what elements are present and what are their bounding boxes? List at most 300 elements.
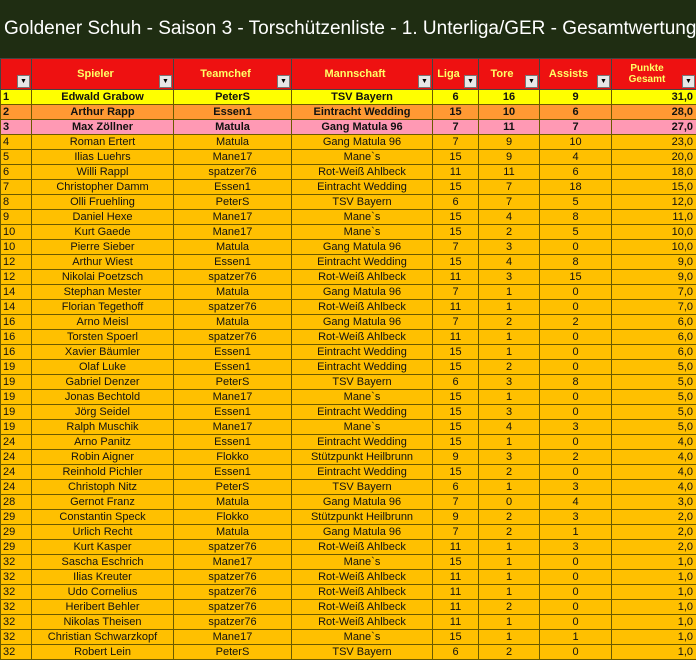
cell-assists[interactable]: 8 bbox=[540, 375, 612, 390]
cell-mannschaft[interactable]: Gang Matula 96 bbox=[292, 495, 433, 510]
cell-liga[interactable]: 7 bbox=[433, 285, 479, 300]
cell-rank[interactable]: 19 bbox=[1, 360, 32, 375]
cell-liga[interactable]: 11 bbox=[433, 330, 479, 345]
cell-rank[interactable]: 12 bbox=[1, 255, 32, 270]
cell-liga[interactable]: 6 bbox=[433, 645, 479, 660]
cell-teamchef[interactable]: Mane17 bbox=[174, 630, 292, 645]
cell-tore[interactable]: 1 bbox=[479, 630, 540, 645]
cell-spieler[interactable]: Robert Lein bbox=[32, 645, 174, 660]
cell-punkte[interactable]: 4,0 bbox=[612, 450, 696, 465]
cell-punkte[interactable]: 4,0 bbox=[612, 435, 696, 450]
cell-teamchef[interactable]: spatzer76 bbox=[174, 165, 292, 180]
cell-teamchef[interactable]: spatzer76 bbox=[174, 570, 292, 585]
cell-teamchef[interactable]: spatzer76 bbox=[174, 585, 292, 600]
cell-tore[interactable]: 4 bbox=[479, 420, 540, 435]
cell-assists[interactable]: 6 bbox=[540, 165, 612, 180]
cell-teamchef[interactable]: Matula bbox=[174, 525, 292, 540]
cell-punkte[interactable]: 6,0 bbox=[612, 315, 696, 330]
cell-teamchef[interactable]: Matula bbox=[174, 120, 292, 135]
cell-tore[interactable]: 0 bbox=[479, 495, 540, 510]
cell-mannschaft[interactable]: Rot-Weiß Ahlbeck bbox=[292, 585, 433, 600]
cell-liga[interactable]: 15 bbox=[433, 360, 479, 375]
cell-liga[interactable]: 6 bbox=[433, 195, 479, 210]
cell-mannschaft[interactable]: Mane`s bbox=[292, 420, 433, 435]
cell-assists[interactable]: 0 bbox=[540, 435, 612, 450]
cell-teamchef[interactable]: PeterS bbox=[174, 375, 292, 390]
cell-rank[interactable]: 32 bbox=[1, 645, 32, 660]
cell-teamchef[interactable]: spatzer76 bbox=[174, 270, 292, 285]
cell-spieler[interactable]: Christopher Damm bbox=[32, 180, 174, 195]
cell-spieler[interactable]: Gabriel Denzer bbox=[32, 375, 174, 390]
cell-punkte[interactable]: 7,0 bbox=[612, 300, 696, 315]
cell-mannschaft[interactable]: Mane`s bbox=[292, 150, 433, 165]
filter-dropdown-icon[interactable]: ▼ bbox=[418, 75, 431, 88]
cell-rank[interactable]: 24 bbox=[1, 450, 32, 465]
cell-liga[interactable]: 9 bbox=[433, 450, 479, 465]
cell-teamchef[interactable]: Flokko bbox=[174, 510, 292, 525]
cell-punkte[interactable]: 9,0 bbox=[612, 255, 696, 270]
filter-dropdown-icon[interactable]: ▼ bbox=[682, 75, 695, 88]
cell-mannschaft[interactable]: Eintracht Wedding bbox=[292, 465, 433, 480]
cell-mannschaft[interactable]: Eintracht Wedding bbox=[292, 435, 433, 450]
cell-liga[interactable]: 7 bbox=[433, 240, 479, 255]
cell-teamchef[interactable]: Essen1 bbox=[174, 255, 292, 270]
cell-tore[interactable]: 1 bbox=[479, 555, 540, 570]
cell-mannschaft[interactable]: Gang Matula 96 bbox=[292, 120, 433, 135]
cell-tore[interactable]: 3 bbox=[479, 450, 540, 465]
cell-liga[interactable]: 11 bbox=[433, 270, 479, 285]
cell-tore[interactable]: 2 bbox=[479, 225, 540, 240]
cell-rank[interactable]: 3 bbox=[1, 120, 32, 135]
cell-spieler[interactable]: Robin Aigner bbox=[32, 450, 174, 465]
cell-mannschaft[interactable]: Gang Matula 96 bbox=[292, 525, 433, 540]
cell-tore[interactable]: 1 bbox=[479, 585, 540, 600]
cell-teamchef[interactable]: Essen1 bbox=[174, 345, 292, 360]
cell-teamchef[interactable]: Flokko bbox=[174, 450, 292, 465]
cell-tore[interactable]: 3 bbox=[479, 375, 540, 390]
filter-dropdown-icon[interactable]: ▼ bbox=[525, 75, 538, 88]
cell-mannschaft[interactable]: TSV Bayern bbox=[292, 90, 433, 105]
cell-teamchef[interactable]: spatzer76 bbox=[174, 330, 292, 345]
cell-liga[interactable]: 11 bbox=[433, 615, 479, 630]
cell-assists[interactable]: 0 bbox=[540, 285, 612, 300]
cell-liga[interactable]: 15 bbox=[433, 150, 479, 165]
filter-dropdown-icon[interactable]: ▼ bbox=[597, 75, 610, 88]
cell-assists[interactable]: 3 bbox=[540, 510, 612, 525]
cell-liga[interactable]: 6 bbox=[433, 375, 479, 390]
cell-mannschaft[interactable]: Mane`s bbox=[292, 390, 433, 405]
cell-punkte[interactable]: 1,0 bbox=[612, 645, 696, 660]
cell-liga[interactable]: 7 bbox=[433, 135, 479, 150]
cell-spieler[interactable]: Olaf Luke bbox=[32, 360, 174, 375]
cell-punkte[interactable]: 27,0 bbox=[612, 120, 696, 135]
cell-punkte[interactable]: 20,0 bbox=[612, 150, 696, 165]
cell-spieler[interactable]: Jonas Bechtold bbox=[32, 390, 174, 405]
cell-rank[interactable]: 32 bbox=[1, 630, 32, 645]
cell-spieler[interactable]: Arno Meisl bbox=[32, 315, 174, 330]
cell-punkte[interactable]: 10,0 bbox=[612, 240, 696, 255]
cell-assists[interactable]: 0 bbox=[540, 555, 612, 570]
cell-assists[interactable]: 0 bbox=[540, 300, 612, 315]
cell-spieler[interactable]: Arthur Rapp bbox=[32, 105, 174, 120]
cell-assists[interactable]: 0 bbox=[540, 390, 612, 405]
cell-assists[interactable]: 0 bbox=[540, 570, 612, 585]
cell-mannschaft[interactable]: Rot-Weiß Ahlbeck bbox=[292, 540, 433, 555]
cell-punkte[interactable]: 1,0 bbox=[612, 615, 696, 630]
cell-punkte[interactable]: 31,0 bbox=[612, 90, 696, 105]
cell-assists[interactable]: 10 bbox=[540, 135, 612, 150]
cell-mannschaft[interactable]: Rot-Weiß Ahlbeck bbox=[292, 570, 433, 585]
cell-tore[interactable]: 2 bbox=[479, 525, 540, 540]
cell-assists[interactable]: 7 bbox=[540, 120, 612, 135]
cell-spieler[interactable]: Torsten Spoerl bbox=[32, 330, 174, 345]
cell-liga[interactable]: 15 bbox=[433, 630, 479, 645]
cell-rank[interactable]: 24 bbox=[1, 465, 32, 480]
cell-tore[interactable]: 1 bbox=[479, 615, 540, 630]
cell-spieler[interactable]: Heribert Behler bbox=[32, 600, 174, 615]
cell-punkte[interactable]: 6,0 bbox=[612, 330, 696, 345]
cell-mannschaft[interactable]: Eintracht Wedding bbox=[292, 180, 433, 195]
cell-tore[interactable]: 7 bbox=[479, 180, 540, 195]
cell-mannschaft[interactable]: Rot-Weiß Ahlbeck bbox=[292, 615, 433, 630]
cell-assists[interactable]: 0 bbox=[540, 615, 612, 630]
cell-tore[interactable]: 4 bbox=[479, 210, 540, 225]
cell-liga[interactable]: 11 bbox=[433, 570, 479, 585]
cell-assists[interactable]: 0 bbox=[540, 330, 612, 345]
cell-spieler[interactable]: Florian Tegethoff bbox=[32, 300, 174, 315]
cell-spieler[interactable]: Edwald Grabow bbox=[32, 90, 174, 105]
cell-rank[interactable]: 32 bbox=[1, 600, 32, 615]
cell-teamchef[interactable]: PeterS bbox=[174, 645, 292, 660]
cell-tore[interactable]: 16 bbox=[479, 90, 540, 105]
cell-mannschaft[interactable]: Gang Matula 96 bbox=[292, 240, 433, 255]
cell-teamchef[interactable]: spatzer76 bbox=[174, 300, 292, 315]
cell-rank[interactable]: 32 bbox=[1, 555, 32, 570]
cell-liga[interactable]: 15 bbox=[433, 225, 479, 240]
cell-liga[interactable]: 15 bbox=[433, 390, 479, 405]
cell-mannschaft[interactable]: Eintracht Wedding bbox=[292, 345, 433, 360]
cell-punkte[interactable]: 4,0 bbox=[612, 465, 696, 480]
cell-spieler[interactable]: Sascha Eschrich bbox=[32, 555, 174, 570]
cell-mannschaft[interactable]: Eintracht Wedding bbox=[292, 405, 433, 420]
cell-punkte[interactable]: 1,0 bbox=[612, 570, 696, 585]
cell-teamchef[interactable]: Matula bbox=[174, 135, 292, 150]
cell-rank[interactable]: 16 bbox=[1, 330, 32, 345]
cell-assists[interactable]: 4 bbox=[540, 495, 612, 510]
cell-mannschaft[interactable]: Stützpunkt Heilbrunn bbox=[292, 450, 433, 465]
cell-liga[interactable]: 11 bbox=[433, 600, 479, 615]
cell-teamchef[interactable]: PeterS bbox=[174, 90, 292, 105]
cell-spieler[interactable]: Arthur Wiest bbox=[32, 255, 174, 270]
cell-assists[interactable]: 1 bbox=[540, 525, 612, 540]
cell-assists[interactable]: 2 bbox=[540, 315, 612, 330]
cell-assists[interactable]: 1 bbox=[540, 630, 612, 645]
cell-liga[interactable]: 7 bbox=[433, 315, 479, 330]
cell-punkte[interactable]: 5,0 bbox=[612, 405, 696, 420]
filter-dropdown-icon[interactable]: ▼ bbox=[277, 75, 290, 88]
cell-mannschaft[interactable]: Rot-Weiß Ahlbeck bbox=[292, 270, 433, 285]
cell-rank[interactable]: 1 bbox=[1, 90, 32, 105]
cell-liga[interactable]: 11 bbox=[433, 585, 479, 600]
cell-teamchef[interactable]: Matula bbox=[174, 285, 292, 300]
cell-rank[interactable]: 14 bbox=[1, 285, 32, 300]
cell-tore[interactable]: 1 bbox=[479, 390, 540, 405]
cell-assists[interactable]: 8 bbox=[540, 255, 612, 270]
cell-assists[interactable]: 5 bbox=[540, 225, 612, 240]
cell-spieler[interactable]: Xavier Bäumler bbox=[32, 345, 174, 360]
cell-assists[interactable]: 0 bbox=[540, 465, 612, 480]
cell-rank[interactable]: 32 bbox=[1, 615, 32, 630]
cell-liga[interactable]: 15 bbox=[433, 255, 479, 270]
cell-assists[interactable]: 6 bbox=[540, 105, 612, 120]
cell-spieler[interactable]: Daniel Hexe bbox=[32, 210, 174, 225]
cell-spieler[interactable]: Roman Ertert bbox=[32, 135, 174, 150]
cell-rank[interactable]: 29 bbox=[1, 525, 32, 540]
cell-punkte[interactable]: 2,0 bbox=[612, 540, 696, 555]
cell-teamchef[interactable]: Essen1 bbox=[174, 465, 292, 480]
cell-spieler[interactable]: Kurt Gaede bbox=[32, 225, 174, 240]
cell-rank[interactable]: 10 bbox=[1, 240, 32, 255]
cell-tore[interactable]: 7 bbox=[479, 195, 540, 210]
cell-mannschaft[interactable]: Gang Matula 96 bbox=[292, 285, 433, 300]
filter-dropdown-icon[interactable]: ▼ bbox=[17, 75, 30, 88]
cell-mannschaft[interactable]: Mane`s bbox=[292, 630, 433, 645]
cell-assists[interactable]: 3 bbox=[540, 480, 612, 495]
cell-tore[interactable]: 2 bbox=[479, 465, 540, 480]
cell-rank[interactable]: 12 bbox=[1, 270, 32, 285]
cell-teamchef[interactable]: spatzer76 bbox=[174, 615, 292, 630]
cell-teamchef[interactable]: Matula bbox=[174, 315, 292, 330]
cell-mannschaft[interactable]: Gang Matula 96 bbox=[292, 135, 433, 150]
cell-assists[interactable]: 0 bbox=[540, 360, 612, 375]
cell-punkte[interactable]: 3,0 bbox=[612, 495, 696, 510]
cell-mannschaft[interactable]: Gang Matula 96 bbox=[292, 315, 433, 330]
cell-spieler[interactable]: Olli Fruehling bbox=[32, 195, 174, 210]
cell-rank[interactable]: 29 bbox=[1, 540, 32, 555]
cell-teamchef[interactable]: Mane17 bbox=[174, 225, 292, 240]
cell-mannschaft[interactable]: TSV Bayern bbox=[292, 195, 433, 210]
cell-mannschaft[interactable]: Mane`s bbox=[292, 555, 433, 570]
cell-rank[interactable]: 19 bbox=[1, 420, 32, 435]
cell-spieler[interactable]: Ralph Muschik bbox=[32, 420, 174, 435]
cell-assists[interactable]: 0 bbox=[540, 345, 612, 360]
cell-tore[interactable]: 11 bbox=[479, 165, 540, 180]
cell-teamchef[interactable]: Essen1 bbox=[174, 405, 292, 420]
cell-liga[interactable]: 15 bbox=[433, 180, 479, 195]
cell-liga[interactable]: 6 bbox=[433, 480, 479, 495]
cell-rank[interactable]: 10 bbox=[1, 225, 32, 240]
cell-assists[interactable]: 0 bbox=[540, 600, 612, 615]
cell-teamchef[interactable]: Mane17 bbox=[174, 555, 292, 570]
filter-dropdown-icon[interactable]: ▼ bbox=[159, 75, 172, 88]
cell-teamchef[interactable]: spatzer76 bbox=[174, 600, 292, 615]
cell-tore[interactable]: 10 bbox=[479, 105, 540, 120]
cell-tore[interactable]: 1 bbox=[479, 345, 540, 360]
cell-assists[interactable]: 0 bbox=[540, 645, 612, 660]
cell-rank[interactable]: 4 bbox=[1, 135, 32, 150]
cell-liga[interactable]: 15 bbox=[433, 210, 479, 225]
cell-tore[interactable]: 3 bbox=[479, 270, 540, 285]
cell-spieler[interactable]: Christoph Nitz bbox=[32, 480, 174, 495]
cell-tore[interactable]: 9 bbox=[479, 135, 540, 150]
cell-assists[interactable]: 5 bbox=[540, 195, 612, 210]
cell-tore[interactable]: 1 bbox=[479, 300, 540, 315]
cell-punkte[interactable]: 23,0 bbox=[612, 135, 696, 150]
cell-spieler[interactable]: Kurt Kasper bbox=[32, 540, 174, 555]
cell-rank[interactable]: 32 bbox=[1, 585, 32, 600]
cell-spieler[interactable]: Stephan Mester bbox=[32, 285, 174, 300]
cell-mannschaft[interactable]: Rot-Weiß Ahlbeck bbox=[292, 165, 433, 180]
cell-mannschaft[interactable]: Eintracht Wedding bbox=[292, 255, 433, 270]
cell-teamchef[interactable]: Matula bbox=[174, 240, 292, 255]
cell-punkte[interactable]: 15,0 bbox=[612, 180, 696, 195]
cell-tore[interactable]: 2 bbox=[479, 360, 540, 375]
cell-punkte[interactable]: 10,0 bbox=[612, 225, 696, 240]
cell-mannschaft[interactable]: Mane`s bbox=[292, 210, 433, 225]
cell-tore[interactable]: 1 bbox=[479, 435, 540, 450]
cell-tore[interactable]: 1 bbox=[479, 570, 540, 585]
cell-tore[interactable]: 11 bbox=[479, 120, 540, 135]
cell-spieler[interactable]: Pierre Sieber bbox=[32, 240, 174, 255]
cell-punkte[interactable]: 6,0 bbox=[612, 345, 696, 360]
cell-teamchef[interactable]: Mane17 bbox=[174, 390, 292, 405]
cell-rank[interactable]: 7 bbox=[1, 180, 32, 195]
cell-punkte[interactable]: 5,0 bbox=[612, 360, 696, 375]
cell-spieler[interactable]: Arno Panitz bbox=[32, 435, 174, 450]
cell-rank[interactable]: 9 bbox=[1, 210, 32, 225]
cell-tore[interactable]: 1 bbox=[479, 480, 540, 495]
cell-rank[interactable]: 28 bbox=[1, 495, 32, 510]
cell-punkte[interactable]: 11,0 bbox=[612, 210, 696, 225]
cell-tore[interactable]: 1 bbox=[479, 285, 540, 300]
cell-tore[interactable]: 2 bbox=[479, 645, 540, 660]
cell-rank[interactable]: 32 bbox=[1, 570, 32, 585]
cell-liga[interactable]: 15 bbox=[433, 435, 479, 450]
cell-tore[interactable]: 3 bbox=[479, 240, 540, 255]
cell-mannschaft[interactable]: TSV Bayern bbox=[292, 375, 433, 390]
cell-mannschaft[interactable]: Eintracht Wedding bbox=[292, 105, 433, 120]
cell-spieler[interactable]: Reinhold Pichler bbox=[32, 465, 174, 480]
cell-teamchef[interactable]: PeterS bbox=[174, 195, 292, 210]
cell-rank[interactable]: 6 bbox=[1, 165, 32, 180]
cell-assists[interactable]: 0 bbox=[540, 405, 612, 420]
cell-rank[interactable]: 19 bbox=[1, 390, 32, 405]
cell-liga[interactable]: 6 bbox=[433, 90, 479, 105]
cell-punkte[interactable]: 9,0 bbox=[612, 270, 696, 285]
cell-liga[interactable]: 11 bbox=[433, 540, 479, 555]
cell-assists[interactable]: 9 bbox=[540, 90, 612, 105]
cell-rank[interactable]: 16 bbox=[1, 345, 32, 360]
cell-assists[interactable]: 0 bbox=[540, 240, 612, 255]
cell-rank[interactable]: 19 bbox=[1, 375, 32, 390]
cell-mannschaft[interactable]: Rot-Weiß Ahlbeck bbox=[292, 600, 433, 615]
cell-rank[interactable]: 24 bbox=[1, 480, 32, 495]
cell-mannschaft[interactable]: TSV Bayern bbox=[292, 645, 433, 660]
cell-spieler[interactable]: Max Zöllner bbox=[32, 120, 174, 135]
cell-liga[interactable]: 15 bbox=[433, 405, 479, 420]
cell-tore[interactable]: 1 bbox=[479, 330, 540, 345]
cell-tore[interactable]: 2 bbox=[479, 510, 540, 525]
cell-teamchef[interactable]: Mane17 bbox=[174, 210, 292, 225]
cell-tore[interactable]: 2 bbox=[479, 600, 540, 615]
cell-tore[interactable]: 2 bbox=[479, 315, 540, 330]
cell-tore[interactable]: 1 bbox=[479, 540, 540, 555]
cell-spieler[interactable]: Nikolas Theisen bbox=[32, 615, 174, 630]
cell-tore[interactable]: 9 bbox=[479, 150, 540, 165]
cell-liga[interactable]: 15 bbox=[433, 420, 479, 435]
cell-punkte[interactable]: 1,0 bbox=[612, 555, 696, 570]
cell-liga[interactable]: 15 bbox=[433, 465, 479, 480]
cell-spieler[interactable]: Willi Rappl bbox=[32, 165, 174, 180]
cell-liga[interactable]: 9 bbox=[433, 510, 479, 525]
cell-liga[interactable]: 11 bbox=[433, 165, 479, 180]
cell-punkte[interactable]: 28,0 bbox=[612, 105, 696, 120]
cell-spieler[interactable]: Gernot Franz bbox=[32, 495, 174, 510]
cell-teamchef[interactable]: Mane17 bbox=[174, 150, 292, 165]
cell-rank[interactable]: 14 bbox=[1, 300, 32, 315]
cell-liga[interactable]: 7 bbox=[433, 120, 479, 135]
cell-mannschaft[interactable]: Stützpunkt Heilbrunn bbox=[292, 510, 433, 525]
cell-mannschaft[interactable]: TSV Bayern bbox=[292, 480, 433, 495]
cell-punkte[interactable]: 4,0 bbox=[612, 480, 696, 495]
cell-punkte[interactable]: 7,0 bbox=[612, 285, 696, 300]
cell-spieler[interactable]: Constantin Speck bbox=[32, 510, 174, 525]
cell-punkte[interactable]: 1,0 bbox=[612, 600, 696, 615]
cell-punkte[interactable]: 18,0 bbox=[612, 165, 696, 180]
cell-spieler[interactable]: Udo Cornelius bbox=[32, 585, 174, 600]
cell-assists[interactable]: 2 bbox=[540, 450, 612, 465]
cell-punkte[interactable]: 5,0 bbox=[612, 420, 696, 435]
cell-teamchef[interactable]: Essen1 bbox=[174, 360, 292, 375]
cell-rank[interactable]: 2 bbox=[1, 105, 32, 120]
cell-teamchef[interactable]: Matula bbox=[174, 495, 292, 510]
cell-punkte[interactable]: 12,0 bbox=[612, 195, 696, 210]
cell-rank[interactable]: 29 bbox=[1, 510, 32, 525]
filter-dropdown-icon[interactable]: ▼ bbox=[464, 75, 477, 88]
cell-spieler[interactable]: Urlich Recht bbox=[32, 525, 174, 540]
cell-rank[interactable]: 5 bbox=[1, 150, 32, 165]
cell-liga[interactable]: 15 bbox=[433, 555, 479, 570]
cell-teamchef[interactable]: Essen1 bbox=[174, 180, 292, 195]
cell-tore[interactable]: 4 bbox=[479, 255, 540, 270]
cell-punkte[interactable]: 5,0 bbox=[612, 375, 696, 390]
cell-liga[interactable]: 15 bbox=[433, 345, 479, 360]
cell-liga[interactable]: 7 bbox=[433, 495, 479, 510]
cell-assists[interactable]: 15 bbox=[540, 270, 612, 285]
cell-mannschaft[interactable]: Rot-Weiß Ahlbeck bbox=[292, 330, 433, 345]
cell-tore[interactable]: 3 bbox=[479, 405, 540, 420]
cell-assists[interactable]: 8 bbox=[540, 210, 612, 225]
cell-rank[interactable]: 16 bbox=[1, 315, 32, 330]
cell-assists[interactable]: 3 bbox=[540, 420, 612, 435]
cell-liga[interactable]: 7 bbox=[433, 525, 479, 540]
cell-spieler[interactable]: Jörg Seidel bbox=[32, 405, 174, 420]
cell-liga[interactable]: 11 bbox=[433, 300, 479, 315]
cell-liga[interactable]: 15 bbox=[433, 105, 479, 120]
cell-rank[interactable]: 24 bbox=[1, 435, 32, 450]
cell-punkte[interactable]: 5,0 bbox=[612, 390, 696, 405]
cell-spieler[interactable]: Ilias Kreuter bbox=[32, 570, 174, 585]
cell-punkte[interactable]: 2,0 bbox=[612, 510, 696, 525]
cell-assists[interactable]: 18 bbox=[540, 180, 612, 195]
cell-spieler[interactable]: Nikolai Poetzsch bbox=[32, 270, 174, 285]
cell-teamchef[interactable]: Essen1 bbox=[174, 435, 292, 450]
cell-punkte[interactable]: 1,0 bbox=[612, 630, 696, 645]
cell-rank[interactable]: 8 bbox=[1, 195, 32, 210]
cell-teamchef[interactable]: Mane17 bbox=[174, 420, 292, 435]
cell-assists[interactable]: 3 bbox=[540, 540, 612, 555]
cell-punkte[interactable]: 1,0 bbox=[612, 585, 696, 600]
